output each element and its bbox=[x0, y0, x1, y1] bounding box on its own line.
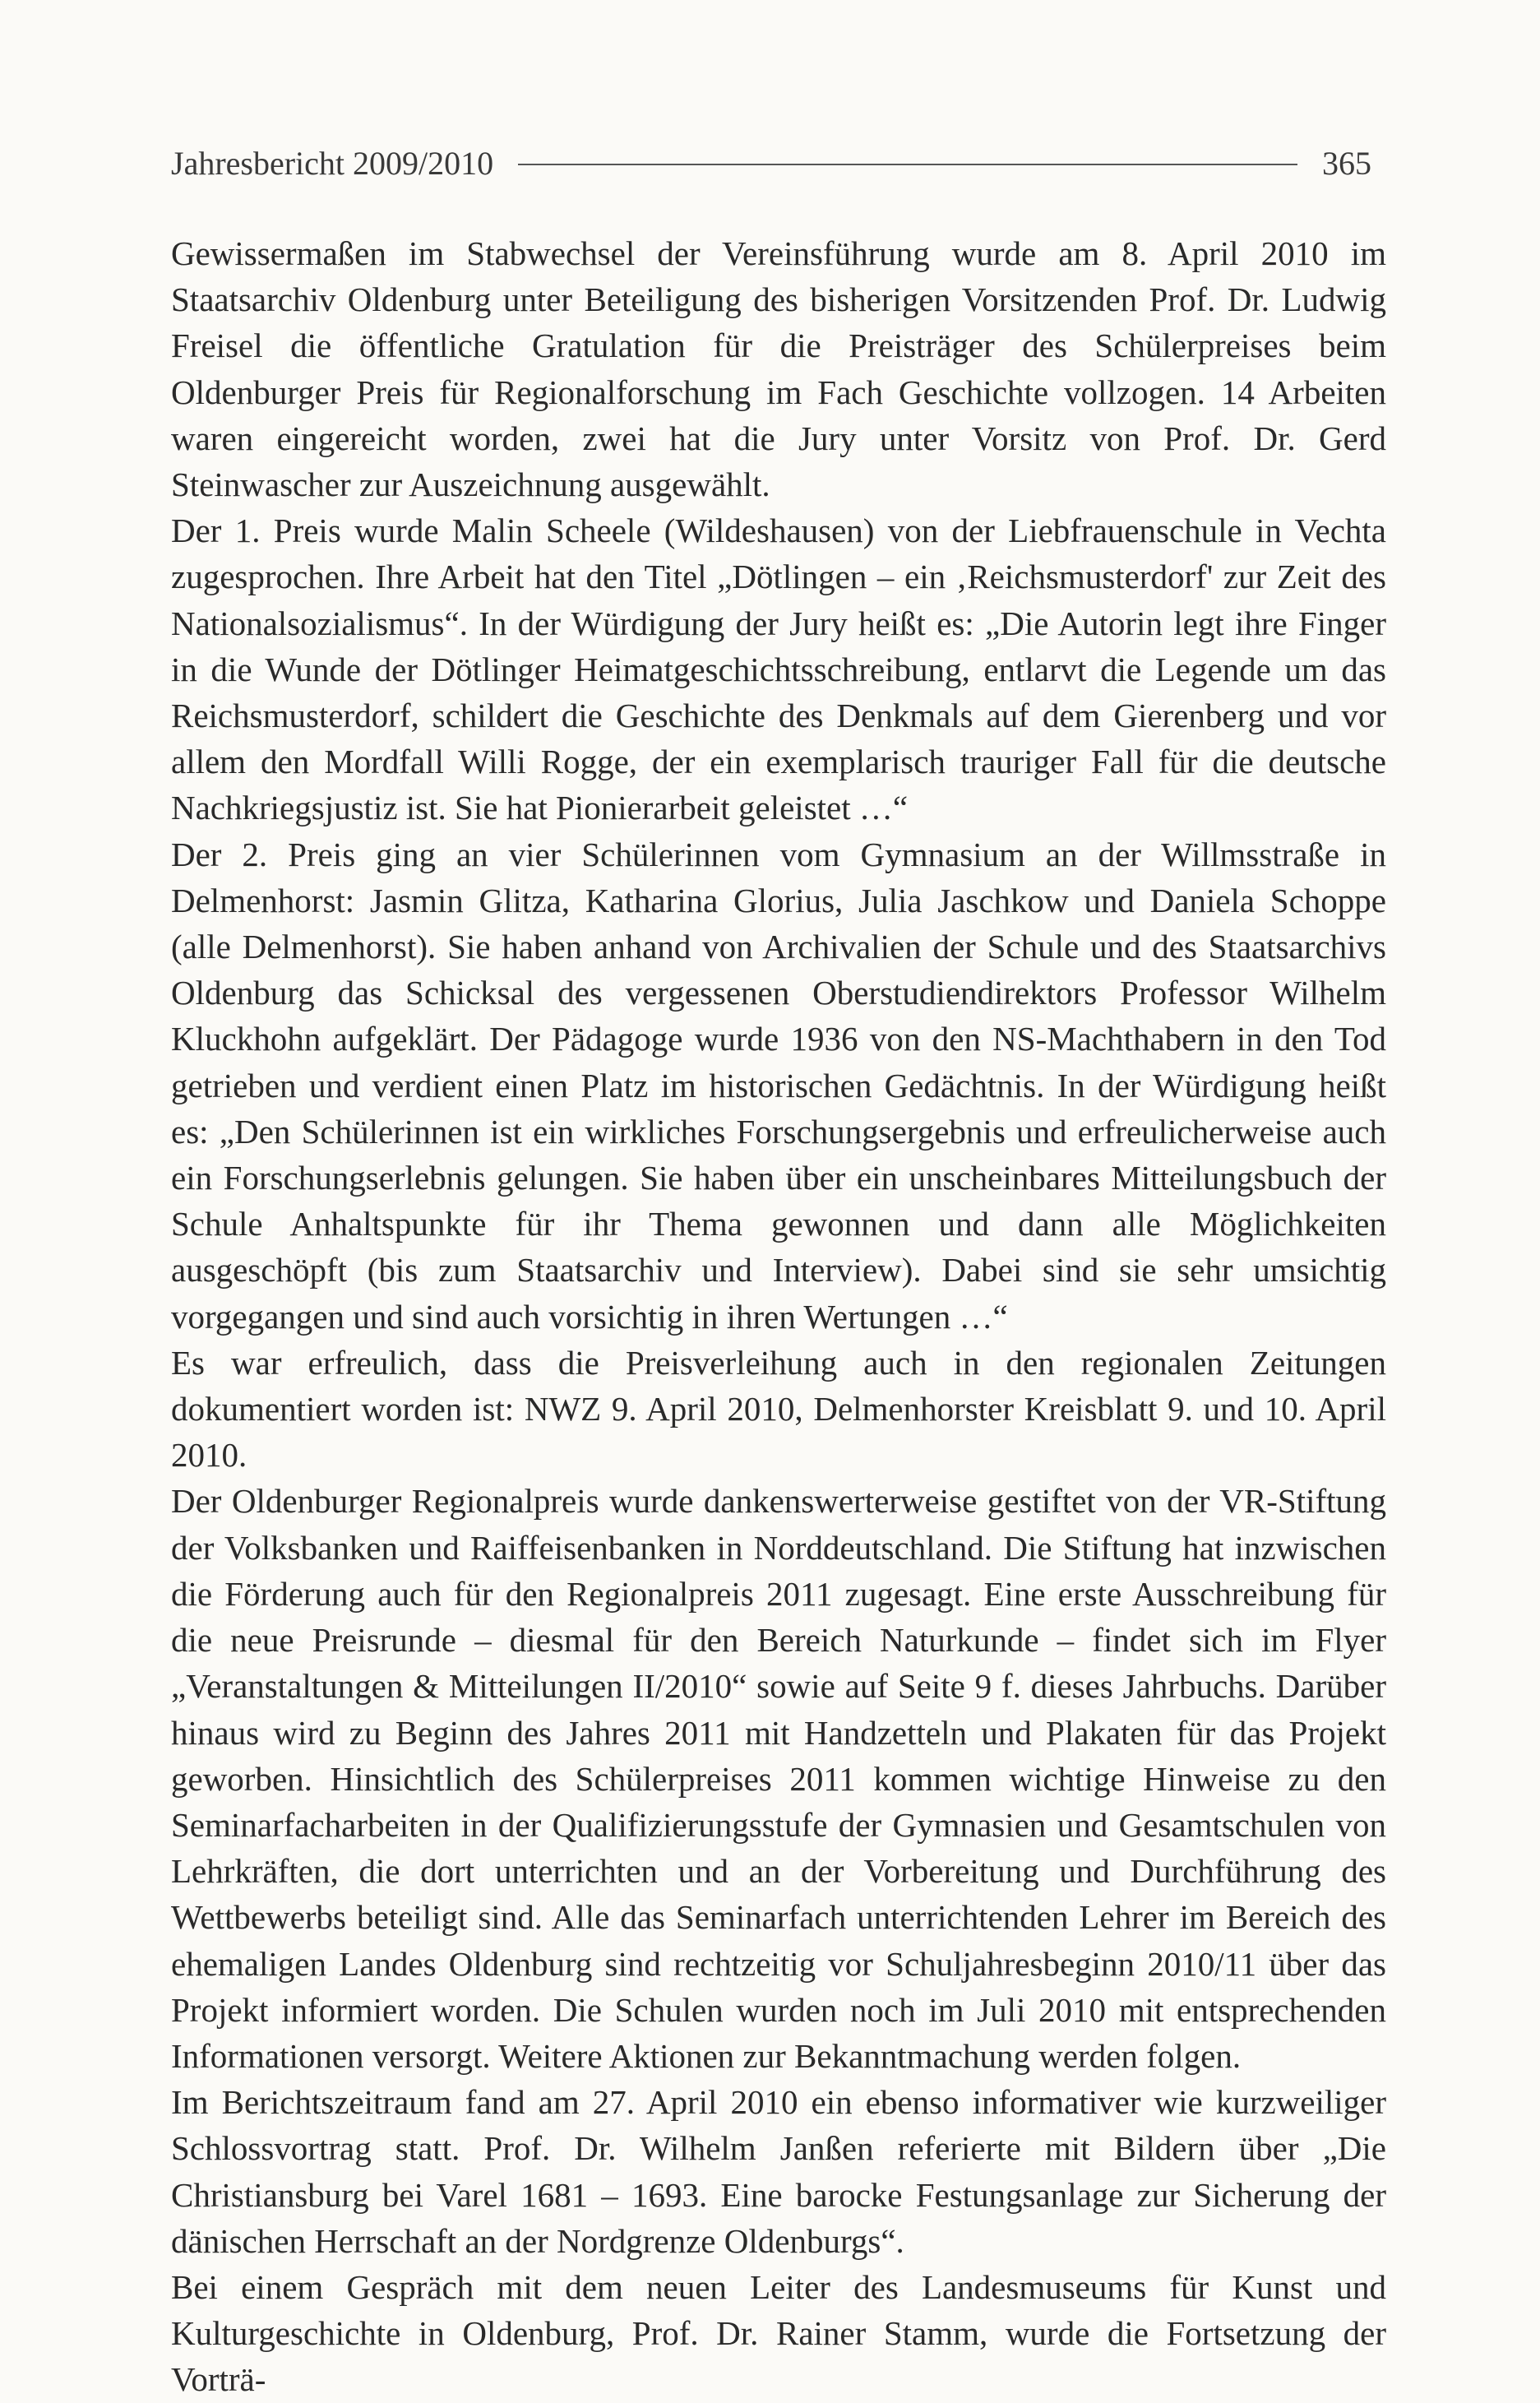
page-number: 365 bbox=[1322, 144, 1371, 182]
paragraph: Der Oldenburger Regionalpreis wurde dankenswerterweise gestiftet von der VR-Stiftung der Volksbanken und Raiffeisenbanken in Norddeutschland. Die Stiftung hat inzwischen die Förderung auch für den Regionalpreis 2011 zugesagt. Eine erste Ausschreibung für die neue Preisrunde – diesmal für den Bereich Naturkunde – findet sich im Flyer „Veranstaltungen & Mitteilungen II/2010“ sowie auf Seite 9 f. dieses Jahrbuchs. Darüber hinaus wird zu Beginn des Jahres 2011 mit Handzetteln und Plakaten für das Projekt geworben. Hinsichtlich des Schülerpreises 2011 kommen wichtige Hinweise zu den Seminarfacharbeiten in der Qualifizierungsstufe der Gymnasien und Gesamtschulen von Lehrkräften, die dort unterrichten und an der Vorbereitung und Durchführung des Wettbewerbs beteiligt sind. Alle das Seminarfach unterrichtenden Lehrer im Bereich des ehemaligen Landes Oldenburg sind rechtzeitig vor Schuljahresbeginn 2010/11 über das Projekt informiert worden. Die Schulen wurden noch im Juli 2010 mit entsprechenden Informationen versorgt. Weitere Aktionen zur Bekanntmachung werden folgen. bbox=[171, 1482, 1386, 2075]
running-title: Jahresbericht 2009/2010 bbox=[171, 144, 494, 182]
paragraph: Im Berichtszeitraum fand am 27. April 2010 ein ebenso informativer wie kurzweiliger Schlossvortrag statt. Prof. Dr. Wilhelm Janßen referierte mit Bildern über „Die Christiansburg bei Varel 1681 – 1693. Eine barocke Festungsanlage zur Sicherung der dänischen Herrschaft an der Nordgrenze Oldenburgs“. bbox=[171, 2083, 1386, 2260]
header-rule bbox=[518, 164, 1297, 165]
paragraph: Der 1. Preis wurde Malin Scheele (Wildeshausen) von der Liebfrauenschule in Vechta zugesprochen. Ihre Arbeit hat den Titel „Dötlingen – ein ‚Reichsmusterdorf' zur Zeit des Nationalsozialismus“. In der Würdigung der Jury heißt es: „Die Autorin legt ihre Finger in die Wunde der Dötlinger Heimatgeschichtsschreibung, entlarvt die Legende um das Reichsmusterdorf, schildert die Geschichte des Denkmals auf dem Gierenberg und vor allem den Mordfall Willi Rogge, der ein exemplarisch trauriger Fall für die deutsche Nachkriegsjustiz ist. Sie hat Pionierarbeit geleistet …“ bbox=[171, 512, 1386, 827]
paragraph: Gewissermaßen im Stabwechsel der Vereinsführung wurde am 8. April 2010 im Staatsarchiv Oldenburg unter Beteiligung des bisherigen Vorsitzenden Prof. Dr. Ludwig Freisel die öffentliche Gratulation für die Preisträger des Schülerpreises beim Oldenburger Preis für Regionalforschung im Fach Geschichte vollzogen. 14 Arbeiten waren eingereicht worden, zwei hat die Jury unter Vorsitz von Prof. Dr. Gerd Steinwascher zur Auszeichnung ausgewählt. bbox=[171, 234, 1386, 504]
running-header bbox=[171, 138, 1371, 188]
paragraph: Der 2. Preis ging an vier Schülerinnen vom Gymnasium an der Willmsstraße in Delmenhorst: Jasmin Glitza, Katharina Glorius, Julia Jaschkow und Daniela Schoppe (alle Delmenhorst). Sie haben anhand von Archivalien der Schule und des Staatsarchivs Oldenburg das Schicksal des vergessenen Oberstudiendirektors Professor Wilhelm Kluckhohn aufgeklärt. Der Pädagoge wurde 1936 von den NS-Machthabern in den Tod getrieben und verdient einen Platz im historischen Gedächtnis. In der Würdigung heißt es: „Den Schülerinnen ist ein wirkliches Forschungsergebnis und erfreulicherweise auch ein Forschungserlebnis gelungen. Sie haben über ein unscheinbares Mitteilungsbuch der Schule Anhaltspunkte für ihr Thema gewonnen und dann alle Möglichkeiten ausgeschöpft (bis zum Staatsarchiv und Interview). Dabei sind sie sehr umsichtig vorgegangen und sind auch vorsichtig in ihren Wertungen …“ bbox=[171, 835, 1386, 1336]
paragraph: Es war erfreulich, dass die Preisverleihung auch in den regionalen Zeitungen dokumentiert worden ist: NWZ 9. April 2010, Delmenhorster Kreisblatt 9. und 10. April 2010. bbox=[171, 1343, 1386, 1475]
body-text bbox=[171, 230, 1386, 2403]
paragraph: Bei einem Gespräch mit dem neuen Leiter des Landesmuseums für Kunst und Kulturgeschichte in Oldenburg, Prof. Dr. Rainer Stamm, wurde die Fortsetzung der Vorträ- bbox=[171, 2267, 1386, 2399]
